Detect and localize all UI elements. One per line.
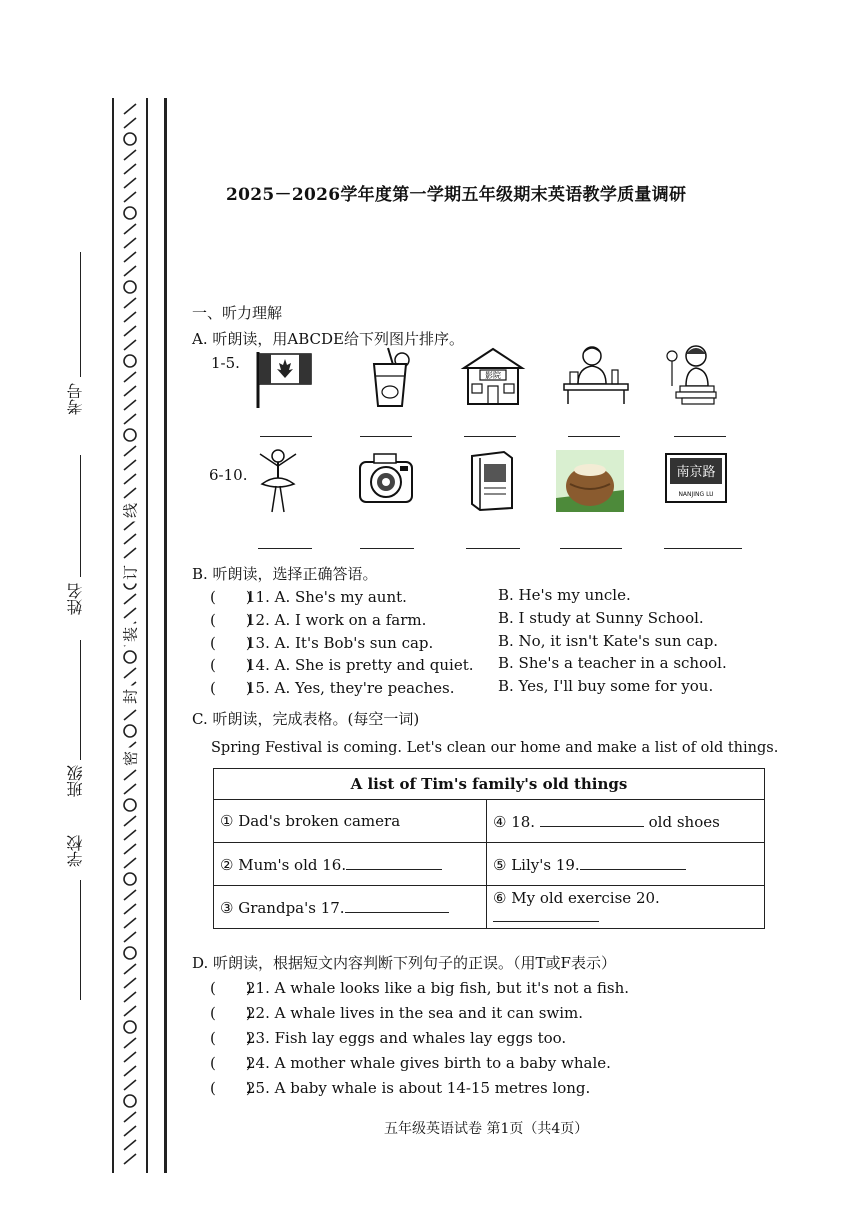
question-23-text: 23. Fish lay eggs and whales lay eggs too. xyxy=(246,1029,567,1047)
question-21 xyxy=(210,977,629,998)
table-title: A list of Tim's family's old things xyxy=(214,769,765,800)
answer-blank-6[interactable] xyxy=(258,548,312,549)
question-12 xyxy=(210,609,426,630)
class-line xyxy=(80,640,81,760)
table-cell-1 xyxy=(214,800,487,843)
camera-icon xyxy=(356,450,416,506)
question-15-option-a: 15. A. Yes, they're peaches. xyxy=(246,679,455,697)
answer-paren-14[interactable]: ( ) xyxy=(210,656,252,674)
nanjing-road-sign-icon xyxy=(664,452,728,504)
question-25-text: 25. A baby whale is about 14-15 metres long. xyxy=(246,1079,591,1097)
binding-rule-edge xyxy=(164,98,167,1173)
question-25 xyxy=(210,1077,590,1098)
juice-glass-icon xyxy=(368,346,412,410)
ballet-dancer-icon xyxy=(250,446,306,518)
answer-paren-25[interactable]: ( ) xyxy=(210,1079,252,1097)
question-15 xyxy=(210,677,455,698)
blank-20[interactable] xyxy=(493,907,599,922)
question-24 xyxy=(210,1052,611,1073)
table-cell-5 xyxy=(487,843,765,886)
table-cell-4 xyxy=(487,800,765,843)
answer-paren-12[interactable]: ( ) xyxy=(210,611,252,629)
seal-char-zhuang: 装 xyxy=(120,624,141,646)
binding-strip xyxy=(0,0,175,1226)
blank-18[interactable] xyxy=(540,812,644,827)
table-cell-2 xyxy=(214,843,487,886)
question-11-option-a: 11. A. She's my aunt. xyxy=(246,588,407,606)
section-d-instruction: D. 听朗读，根据短文内容判断下列句子的正误。（用T或F表示） xyxy=(192,954,616,972)
girl-reading-icon xyxy=(662,342,724,406)
question-14-option-b: B. She's a teacher in a school. xyxy=(498,654,727,672)
seal-char-feng: 封 xyxy=(120,686,141,708)
question-15-option-b: B. Yes, I'll buy some for you. xyxy=(498,677,714,695)
section-a-instruction: A. 听朗读，用ABCDE给下列图片排序。 xyxy=(192,330,464,348)
answer-paren-22[interactable]: ( ) xyxy=(210,1004,252,1022)
answer-blank-9[interactable] xyxy=(560,548,622,549)
question-14-option-a: 14. A. She is pretty and quiet. xyxy=(246,656,474,674)
cell-4-suffix: old shoes xyxy=(648,812,720,831)
teacher-desk-icon xyxy=(562,342,630,408)
question-12-option-a: 12. A. I work on a farm. xyxy=(246,611,427,629)
exam-title: 2025－2026学年度第一学期五年级期末英语教学质量调研 xyxy=(226,185,687,205)
question-11-option-b: B. He's my uncle. xyxy=(498,586,631,604)
school-label: 学校 xyxy=(66,835,85,867)
page-footer: 五年级英语试卷 第1页（共4页） xyxy=(384,1121,589,1137)
answer-paren-23[interactable]: ( ) xyxy=(210,1029,252,1047)
question-14 xyxy=(210,654,474,675)
answer-blank-3[interactable] xyxy=(464,436,516,437)
seal-char-ding: 订 xyxy=(120,562,141,584)
answer-blank-2[interactable] xyxy=(360,436,412,437)
answer-paren-24[interactable]: ( ) xyxy=(210,1054,252,1072)
binding-rule-inner xyxy=(112,98,114,1173)
blank-16[interactable] xyxy=(346,855,442,870)
question-11 xyxy=(210,586,407,607)
answer-paren-21[interactable]: ( ) xyxy=(210,979,252,997)
name-line xyxy=(80,455,81,577)
coconut-icon xyxy=(556,450,624,512)
road-sign-text: 南京路 xyxy=(676,465,716,480)
binding-rule-outer xyxy=(146,98,148,1173)
cell-1-text: ① Dad's broken camera xyxy=(220,812,401,830)
answer-paren-15[interactable]: ( ) xyxy=(210,679,252,697)
question-23 xyxy=(210,1027,566,1048)
answer-blank-8[interactable] xyxy=(466,548,520,549)
school-line xyxy=(80,880,81,1000)
question-12-option-b: B. I study at Sunny School. xyxy=(498,609,704,627)
cell-2-text: ② Mum's old 16. xyxy=(220,855,347,874)
exam-number-label: 考号 xyxy=(66,383,85,415)
cinema-building-icon xyxy=(460,346,526,408)
question-13 xyxy=(210,632,433,653)
question-22-text: 22. A whale lives in the sea and it can swim. xyxy=(246,1004,584,1022)
cell-3-text: ③ Grandpa's 17. xyxy=(220,898,345,917)
class-label: 班级 xyxy=(66,765,85,797)
answer-paren-13[interactable]: ( ) xyxy=(210,634,252,652)
answer-paren-11[interactable]: ( ) xyxy=(210,588,252,606)
cell-6-text: ⑥ My old exercise 20. xyxy=(493,888,660,907)
question-24-text: 24. A mother whale gives birth to a baby whale. xyxy=(246,1054,611,1072)
group2-label: 6-10. xyxy=(209,466,248,484)
seal-char-mi: 密 xyxy=(120,748,141,770)
answer-blank-7[interactable] xyxy=(360,548,414,549)
answer-blank-5[interactable] xyxy=(674,436,726,437)
blank-17[interactable] xyxy=(345,898,449,913)
answer-blank-10[interactable] xyxy=(664,548,742,549)
old-things-table xyxy=(213,768,765,929)
exam-number-line xyxy=(80,252,81,377)
cell-5-text: ⑤ Lily's 19. xyxy=(493,855,580,874)
section-c-instruction: C. 听朗读，完成表格。(每空一词) xyxy=(192,710,420,728)
question-21-text: 21. A whale looks like a big fish, but it's not a fish. xyxy=(246,979,630,997)
part1-heading: 一、听力理解 xyxy=(192,304,283,322)
section-c-intro: Spring Festival is coming. Let's clean our home and make a list of old things. xyxy=(211,740,779,756)
question-22 xyxy=(210,1002,583,1023)
cinema-sign-text: 影院 xyxy=(485,371,501,380)
seal-char-xian: 线 xyxy=(120,500,141,522)
table-cell-6 xyxy=(487,886,765,929)
name-label: 姓名 xyxy=(66,583,85,615)
answer-blank-1[interactable] xyxy=(260,436,312,437)
book-icon xyxy=(468,448,516,512)
group1-label: 1-5. xyxy=(211,354,240,372)
blank-19[interactable] xyxy=(580,855,686,870)
cell-4-text: ④ 18. xyxy=(493,812,536,831)
question-13-option-a: 13. A. It's Bob's sun cap. xyxy=(246,634,434,652)
road-sign-subtext: NANJING LU xyxy=(678,491,714,498)
question-13-option-b: B. No, it isn't Kate's sun cap. xyxy=(498,632,719,650)
canada-flag-icon xyxy=(254,348,314,410)
table-cell-3 xyxy=(214,886,487,929)
answer-blank-4[interactable] xyxy=(568,436,620,437)
section-b-instruction: B. 听朗读，选择正确答语。 xyxy=(192,565,378,583)
